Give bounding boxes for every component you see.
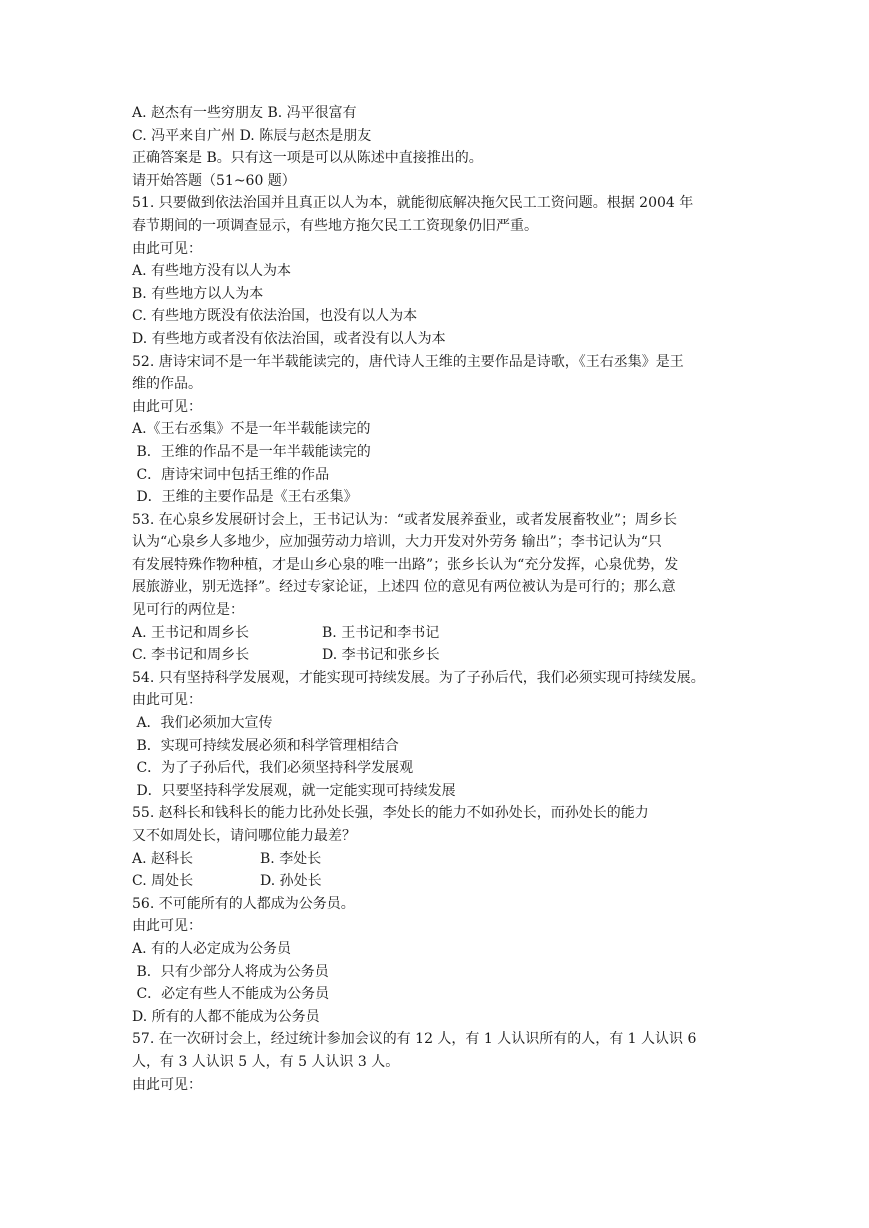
section-heading: 请开始答题（51~60 题） xyxy=(132,172,296,189)
option-d: D. 李书记和张乡长 xyxy=(322,647,440,664)
option-c: C．必定有些人不能成为公务员 xyxy=(132,986,330,1003)
text-line: A. 赵杰有一些穷朋友 B. 冯平很富有 xyxy=(132,105,357,121)
option-c: C. 周处长 xyxy=(132,873,194,890)
question-53: 53. 在心泉乡发展研讨会上，王书记认为：“或者发展养蚕业，或者发展畜牧业”；周乡长 xyxy=(132,511,678,528)
option-a: A. 王书记和周乡长 xyxy=(132,624,250,641)
option-d: D. 有些地方或者没有依法治国，或者没有以人为本 xyxy=(132,330,446,347)
text-line: 由此可见： xyxy=(132,398,202,415)
option-c: C．唐诗宋词中包括王维的作品 xyxy=(132,466,330,483)
document-page xyxy=(132,102,744,1096)
option-row xyxy=(132,870,744,893)
option-d: D. 所有的人都不能成为公务员 xyxy=(132,1008,320,1025)
option-b: B. 王书记和李书记 xyxy=(322,624,440,641)
option-b: B. 有些地方以人为本 xyxy=(132,285,264,302)
text-line: 由此可见： xyxy=(132,1076,202,1093)
option-b: B．只有少部分人将成为公务员 xyxy=(132,963,329,980)
option-a: A. 有些地方没有以人为本 xyxy=(132,263,292,280)
text-line: 认为“心泉乡人多地少，应加强劳动力培训，大力开发对外劳务 输出”；李书记认为“只 xyxy=(132,534,662,551)
option-row xyxy=(132,622,744,645)
option-c: C．为了子孙后代，我们必须坚持科学发展观 xyxy=(132,760,414,777)
question-52: 52. 唐诗宋词不是一年半载能读完的，唐代诗人王维的主要作品是诗歌，《王右丞集》是王 xyxy=(132,353,684,370)
option-a: A. 赵科长 xyxy=(132,850,194,867)
text-line: C. 冯平来自广州 D. 陈辰与赵杰是朋友 xyxy=(132,127,372,144)
option-a: A．我们必须加大宣传 xyxy=(132,715,273,732)
text-line: 由此可见： xyxy=(132,918,202,935)
option-d: D．王维的主要作品是《王右丞集》 xyxy=(132,489,358,506)
text-line: 春节期间的一项调查显示，有些地方拖欠民工工资现象仍旧严重。 xyxy=(132,217,538,234)
text-line: 又不如周处长，请问哪位能力最差？ xyxy=(132,828,356,844)
option-a: A.《王右丞集》不是一年半载能读完的 xyxy=(132,421,371,438)
option-d: D．只要坚持科学发展观，就一定能实现可持续发展 xyxy=(132,782,456,799)
text-line: 有发展特殊作物种植，才是山乡心泉的唯一出路”；张乡长认为“充分发挥，心泉优势，发 xyxy=(132,556,679,573)
text-line: 由此可见： xyxy=(132,240,202,257)
answer-explanation: 正确答案是 B。只有这一项是可以从陈述中直接推出的。 xyxy=(132,150,483,167)
option-row xyxy=(132,644,744,667)
option-c: C. 李书记和周乡长 xyxy=(132,647,250,664)
option-b: B．实现可持续发展必须和科学管理相结合 xyxy=(132,737,399,754)
text-line: 由此可见： xyxy=(132,692,202,709)
option-c: C. 有些地方既没有依法治国，也没有以人为本 xyxy=(132,308,418,325)
question-56: 56. 不可能所有的人都成为公务员。 xyxy=(132,895,355,912)
text-line: 人，有 3 人认识 5 人，有 5 人认识 3 人。 xyxy=(132,1053,400,1070)
question-55: 55. 赵科长和钱科长的能力比孙处长强，李处长的能力不如孙处长，而孙处长的能力 xyxy=(132,805,649,822)
question-54: 54. 只有坚持科学发展观，才能实现可持续发展。为了子孙后代，我们必须实现可持续发展。 xyxy=(132,669,705,686)
option-a: A. 有的人必定成为公务员 xyxy=(132,940,292,957)
text-line: 维的作品。 xyxy=(132,376,202,393)
text-line: 展旅游业，别无选择”。经过专家论证，上述四 位的意见有两位被认为是可行的；那么意 xyxy=(132,579,676,596)
option-row xyxy=(132,848,744,871)
text-line: 见可行的两位是： xyxy=(132,602,244,619)
question-57: 57. 在一次研讨会上，经过统计参加会议的有 12 人，有 1 人认识所有的人，有 1 人认识 6 xyxy=(132,1031,697,1048)
option-b: B．王维的作品不是一年半载能读完的 xyxy=(132,443,371,460)
option-d: D. 孙处长 xyxy=(260,873,322,890)
question-51: 51. 只要做到依法治国并且真正以人为本，就能彻底解决拖欠民工工资问题。根据 2004 年 xyxy=(132,195,694,212)
option-b: B. 李处长 xyxy=(260,850,322,867)
